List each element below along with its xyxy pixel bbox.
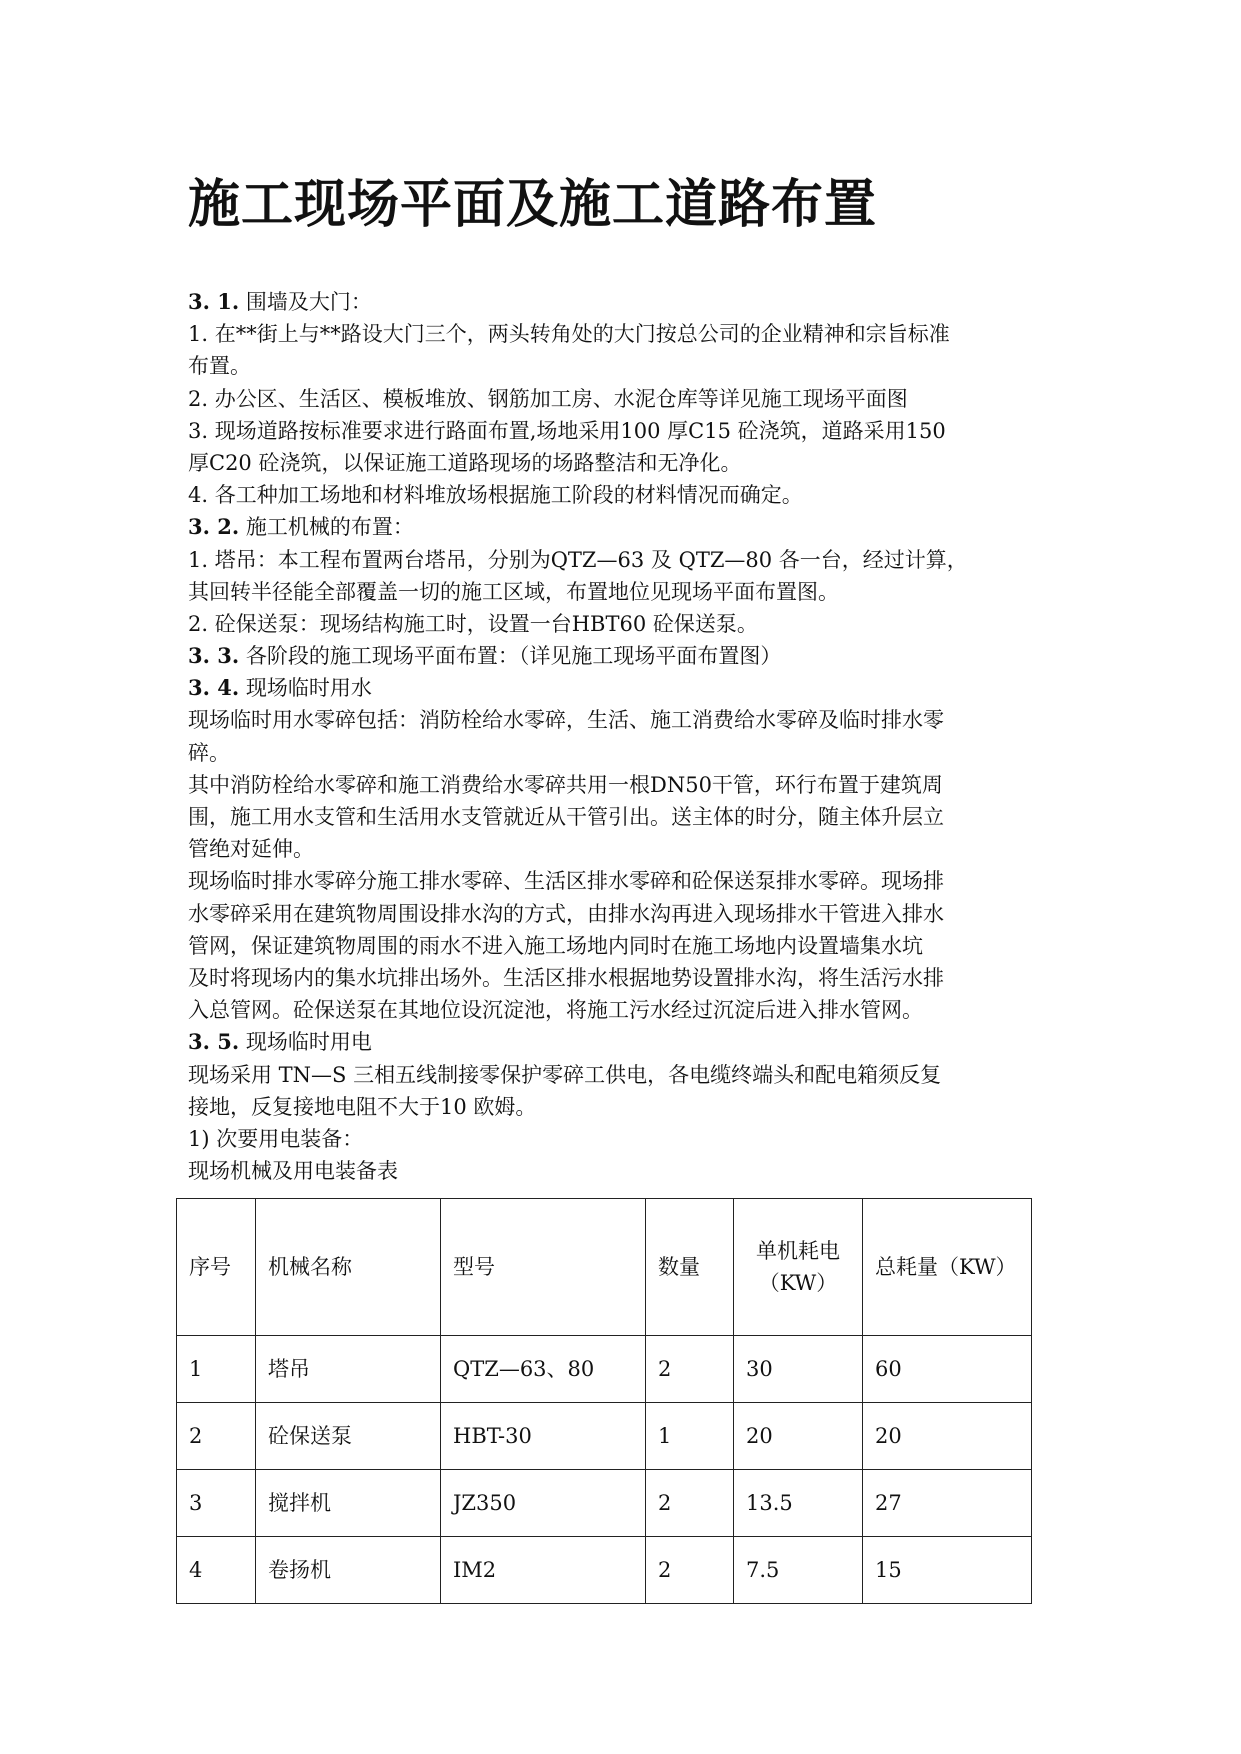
- page-title: 施工现场平面及施工道路布置: [188, 174, 878, 235]
- text-line: [188, 1026, 1088, 1058]
- header-cell: 数量: [646, 1199, 734, 1336]
- text-line: 现场临时用水零碎包括：消防栓给水零碎，生活、施工消费给水零碎及临时排水零: [188, 708, 944, 733]
- table-cell: 1: [177, 1336, 256, 1403]
- text-line: 接地，反复接地电阻不大于10 欧姆。: [188, 1094, 537, 1119]
- table-cell: 2: [646, 1336, 734, 1403]
- table-cell: 卷扬机: [256, 1537, 441, 1604]
- document-body: [188, 286, 1088, 1187]
- table-cell: JZ350: [441, 1470, 646, 1537]
- table-cell: 搅拌机: [256, 1470, 441, 1537]
- line-text: 现场临时用电: [245, 1030, 372, 1055]
- table-cell: 2: [646, 1470, 734, 1537]
- line-text: 现场临时用水: [245, 676, 372, 701]
- table-cell: IM2: [441, 1537, 646, 1604]
- line-text: 各阶段的施工现场平面布置：（详见施工现场平面布置图）: [245, 644, 782, 669]
- text-line: [188, 286, 1088, 318]
- text-line: 其回转半径能全部覆盖一切的施工区域，布置地位见现场平面布置图。: [188, 579, 839, 604]
- text-line: 入总管网。砼保送泵在其地位设沉淀池，将施工污水经过沉淀后进入排水管网。: [188, 998, 923, 1023]
- header-cell: 单机耗电（KW）: [734, 1199, 863, 1336]
- text-line: 碎。: [188, 740, 230, 765]
- text-line: 2. 办公区、生活区、模板堆放、钢筋加工房、水泥仓库等详见施工现场平面图: [188, 386, 908, 411]
- table-cell: 15: [863, 1537, 1032, 1604]
- text-line: 厚C20 砼浇筑，以保证施工道路现场的场路整洁和无净化。: [188, 450, 742, 475]
- table-cell: 27: [863, 1470, 1032, 1537]
- text-line: 2. 砼保送泵：现场结构施工时，设置一台HBT60 砼保送泵。: [188, 611, 758, 636]
- text-line: 4. 各工种加工场地和材料堆放场根据施工阶段的材料情况而确定。: [188, 483, 803, 508]
- table-cell: 砼保送泵: [256, 1403, 441, 1470]
- section-number: 3. 1.: [188, 289, 240, 314]
- text-line: 现场机械及用电装备表: [188, 1159, 398, 1184]
- table-cell: 60: [863, 1336, 1032, 1403]
- table-cell: QTZ—63、80: [441, 1336, 646, 1403]
- text-line: 1) 次要用电装备：: [188, 1126, 364, 1151]
- text-line: 现场采用 TN—S 三相五线制接零保护零碎工供电，各电缆终端头和配电箱须反复: [188, 1062, 942, 1087]
- table-row: [177, 1403, 1032, 1470]
- table-cell: HBT-30: [441, 1403, 646, 1470]
- table-row: [177, 1336, 1032, 1403]
- text-line: [188, 511, 1088, 543]
- header-cell: 序号: [177, 1199, 256, 1336]
- table-cell: 2: [646, 1537, 734, 1604]
- text-line: [188, 672, 1088, 704]
- table-cell: 20: [734, 1403, 863, 1470]
- text-line: 3. 现场道路按标准要求进行路面布置,场地采用100 厚C15 砼浇筑，道路采用150: [188, 418, 946, 443]
- table-cell: 13.5: [734, 1470, 863, 1537]
- section-number: 3. 5.: [188, 1029, 240, 1055]
- header-cell: 总耗量（KW）: [863, 1199, 1032, 1336]
- line-text: 施工机械的布置：: [245, 515, 414, 540]
- table-row: [177, 1537, 1032, 1604]
- section-number: 3. 4.: [188, 675, 240, 701]
- table-cell: 7.5: [734, 1537, 863, 1604]
- table-cell: 1: [646, 1403, 734, 1470]
- header-cell: 型号: [441, 1199, 646, 1336]
- header-cell: 机械名称: [256, 1199, 441, 1336]
- section-number: 3. 3.: [188, 643, 240, 669]
- text-line: 现场临时排水零碎分施工排水零碎、生活区排水零碎和砼保送泵排水零碎。现场排: [188, 869, 944, 894]
- table-cell: 塔吊: [256, 1336, 441, 1403]
- text-line: [188, 640, 1088, 672]
- text-line: 1. 在**街上与**路设大门三个，两头转角处的大门按总公司的企业精神和宗旨标准: [188, 322, 950, 347]
- text-line: 围，施工用水支管和生活用水支管就近从干管引出。送主体的时分，随主体升层立: [188, 805, 944, 829]
- text-line: 其中消防栓给水零碎和施工消费给水零碎共用一根DN50干管，环行布置于建筑周: [188, 772, 943, 797]
- section-number: 3. 2.: [188, 514, 240, 540]
- text-line: 及时将现场内的集水坑排出场外。生活区排水根据地势设置排水沟，将生活污水排: [188, 965, 944, 990]
- table-header-row: [177, 1199, 1032, 1336]
- text-line: 管网，保证建筑物周围的雨水不进入施工场地内同时在施工场地内设置墙集水坑: [188, 933, 923, 958]
- table-cell: 4: [177, 1537, 256, 1604]
- table-cell: 3: [177, 1470, 256, 1537]
- table-cell: 20: [863, 1403, 1032, 1470]
- text-line: 水零碎采用在建筑物周围设排水沟的方式，由排水沟再进入现场排水干管进入排水: [188, 901, 944, 926]
- text-line: 布置。: [188, 354, 251, 379]
- table-cell: 30: [734, 1336, 863, 1403]
- equipment-table: [176, 1198, 1032, 1604]
- table-cell: 2: [177, 1403, 256, 1470]
- table-row: [177, 1470, 1032, 1537]
- line-text: 围墙及大门：: [245, 290, 372, 314]
- text-line: 1. 塔吊：本工程布置两台塔吊，分别为QTZ—63 及 QTZ—80 各一台，经过计算，: [188, 547, 968, 572]
- text-line: 管绝对延伸。: [188, 837, 314, 862]
